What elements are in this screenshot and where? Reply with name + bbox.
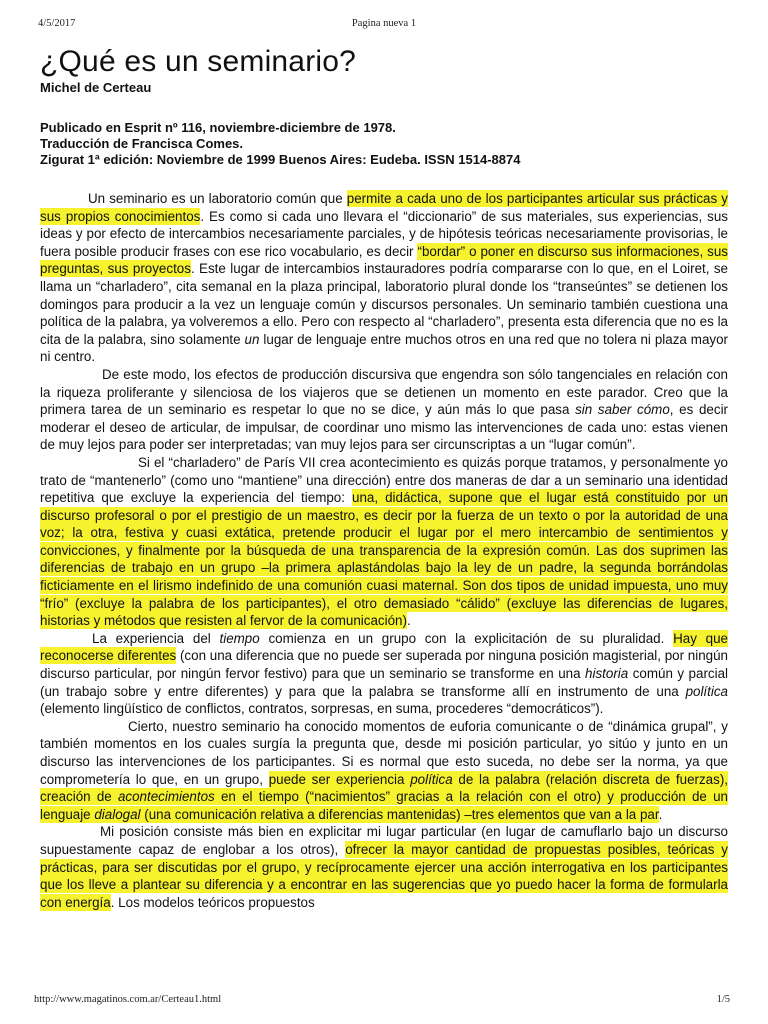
article-body bbox=[40, 190, 728, 911]
text-run: . Los modelos teóricos propuestos bbox=[110, 894, 315, 910]
text-run: , es decir moderar el deseo de articular, de impulsar, de coordinar uno mismo las intervenciones de cada uno: estas vienen de muy lejos para poder ser interpretadas; van muy lejos para ser circunscriptas a un “lugar común”. bbox=[40, 402, 729, 453]
italic-text: tiempo bbox=[219, 630, 260, 646]
italic-text: un bbox=[244, 331, 260, 347]
text-run: . bbox=[658, 806, 663, 822]
print-date: 4/5/2017 bbox=[38, 18, 76, 29]
italic-text: política bbox=[410, 771, 453, 787]
print-page-title: Pagina nueva 1 bbox=[351, 18, 417, 29]
highlight: una, didáctica, supone que el lugar está constituido por un discurso profesoral o por el prestigio de un maestro, es decir por la fuerza de un texto o por la autoridad de una voz; la otra, festiva y cuasi extática, pretende producir el lugar por el mero intercambio de sentimientos y convicciones, y finalmente por la búsqueda de una transparencia de la expresión común. Las dos suprimen las diferencias de trabajo en un grupo –la primera aplastándolas bajo la ley de un padre, la segunda borrándolas ficticiamente en el lirismo indefinido de una comunión cuasi maternal. Son dos tipos de unidad impuesta, uno muy “frío” (excluye la palabra de los participantes), el otro demasiado “cálido” (excluye las diferencias de lugares, historias y métodos que resisten al fervor de la comunicación) bbox=[40, 490, 728, 629]
text-run: Si el “charladero” de París VII crea acontecimiento es quizás porque tratamos, y personalmente yo trato de “mantenerlo” (como uno “mantiene” una dirección) entre dos maneras de dar a un seminario una identidad repetitiva que excluye la experiencia del tiempo: bbox=[40, 454, 728, 506]
paragraph-6 bbox=[40, 823, 728, 911]
italic-text: política bbox=[685, 683, 728, 699]
edition-line: Zigurat 1ª edición: Noviembre de 1999 Buenos Aires: Eudeba. ISSN 1514-8874 bbox=[40, 152, 521, 167]
italic-text: historia bbox=[585, 666, 629, 682]
translation-line: Traducción de Francisca Comes. bbox=[40, 136, 244, 151]
text-run: Un seminario es un laboratorio común que bbox=[88, 191, 347, 206]
publication-info bbox=[40, 120, 728, 168]
text-run: puede ser experiencia bbox=[268, 771, 411, 787]
highlight: permite a cada uno de los participantes articular sus prácticas y sus propios conocimientos bbox=[40, 191, 728, 224]
text-run: . bbox=[406, 613, 411, 629]
text-run: . Es como si cada uno llevara el “diccionario” de sus materiales, sus experiencias, sus ideas y por efecto de intercambios necesariamente parciales, y de hipótesis teóricas necesariamente provisorias, le fuera posible producir frases con ese rico vocabulario, es decir bbox=[40, 208, 728, 259]
paragraph-2 bbox=[40, 366, 728, 454]
highlight: Hay que reconocerse diferentes bbox=[40, 630, 728, 664]
highlight: ofrecer la mayor cantidad de propuestas posibles, teóricas y prácticas, para ser discutidas por el grupo, y recíprocamente ejercer una acción interrogativa en los participantes que los lleve a plantear su diferencia y a encontrar en las sugerencias que yo puedo hacer la forma de formularla con energía bbox=[40, 841, 728, 910]
article-title: ¿Qué es un seminario? bbox=[40, 45, 357, 78]
paragraph-3 bbox=[40, 454, 728, 630]
print-page-number: 1/5 bbox=[716, 994, 730, 1005]
text-run: común y parcial (un trabajo sobre y entre diferentes) y para que la palabra se transforme allí en instrumento de una bbox=[40, 666, 728, 699]
text-run: lugar de lenguaje entre muchos otros en una red que no tolera ni plaza mayor ni centro. bbox=[40, 331, 729, 365]
paragraph-1 bbox=[40, 190, 728, 366]
italic-text: acontecimientos bbox=[117, 789, 215, 805]
text-run: De este modo, los efectos de producción discursiva que engendra son sólo tangenciales en relación con la riqueza proliferante y silenciosa de los viajeros que se detienen un momento en este parador. Creo que la primera tarea de un seminario es respetar lo que no se dice, y aún más lo que pasa bbox=[40, 366, 728, 418]
article-author: Michel de Certeau bbox=[40, 80, 152, 95]
text-run: Cierto, nuestro seminario ha conocido momentos de euforia comunicante o de “dinámica grupal”, y también momentos en los cuales surgía la pregunta que, desde mi posición particular, yo sitúo y junto en un discurso las intervenciones de los participantes. Si es normal que esto suceda, no debe ser la norma, ya que comprometería lo que, en un grupo, bbox=[40, 718, 728, 787]
italic-text: dialogal bbox=[94, 806, 141, 822]
paragraph-4 bbox=[40, 630, 728, 718]
highlight: “bordar” o poner en discurso sus informaciones, sus preguntas, sus proyectos bbox=[40, 243, 728, 277]
text-run: Mi posición consiste más bien en explicitar mi lugar particular (en lugar de camuflarlo bajo un discurso supuestamente capaz de englobar a los otros), bbox=[40, 824, 728, 857]
paragraph-5 bbox=[40, 718, 728, 824]
text-run: (con una diferencia que no puede ser superada por ninguna posición magisterial, por ningún discurso particular, por ningún fervor festivo) para que un seminario se transforme en una bbox=[40, 648, 728, 682]
italic-text: sin saber cómo bbox=[575, 402, 670, 418]
text-run: de la palabra (relación discreta de fuerzas), creación de bbox=[40, 771, 728, 805]
text-run: (elemento lingüístico de conflictos, contratos, sorpresas, en suma, procederes “democráticos”). bbox=[40, 701, 604, 717]
document-content bbox=[40, 40, 728, 911]
text-run: . Este lugar de intercambios instauradores podría compararse con lo que, en el Loiret, se llama un “charladero”, cita semanal en la plaza principal, laboratorio plural donde los “transeúntes” se detienen los domingos para producir a la vez un lenguaje común y discursos personales. Un seminario también cuestiona una política de la palabra, ya volveremos a ello. Pero con respecto al “charladero”, presenta esta diferencia que no es la cita de la palabra, sino solamente bbox=[40, 261, 728, 347]
print-url: http://www.magatinos.com.ar/Certeau1.html bbox=[34, 994, 222, 1005]
publication-line: Publicado en Esprit nº 116, noviembre-diciembre de 1978. bbox=[40, 120, 396, 135]
text-run: comienza en un grupo con la explicitación de su pluralidad. bbox=[259, 630, 674, 646]
text-run: La experiencia del bbox=[92, 630, 220, 646]
text-run: en el tiempo (“nacimientos” gracias a la relación con el otro) y producción de un lenguaje bbox=[40, 789, 728, 822]
text-run: (una comunicación relativa a diferencias mantenidas) –tres elementos que van a la par bbox=[140, 806, 659, 822]
